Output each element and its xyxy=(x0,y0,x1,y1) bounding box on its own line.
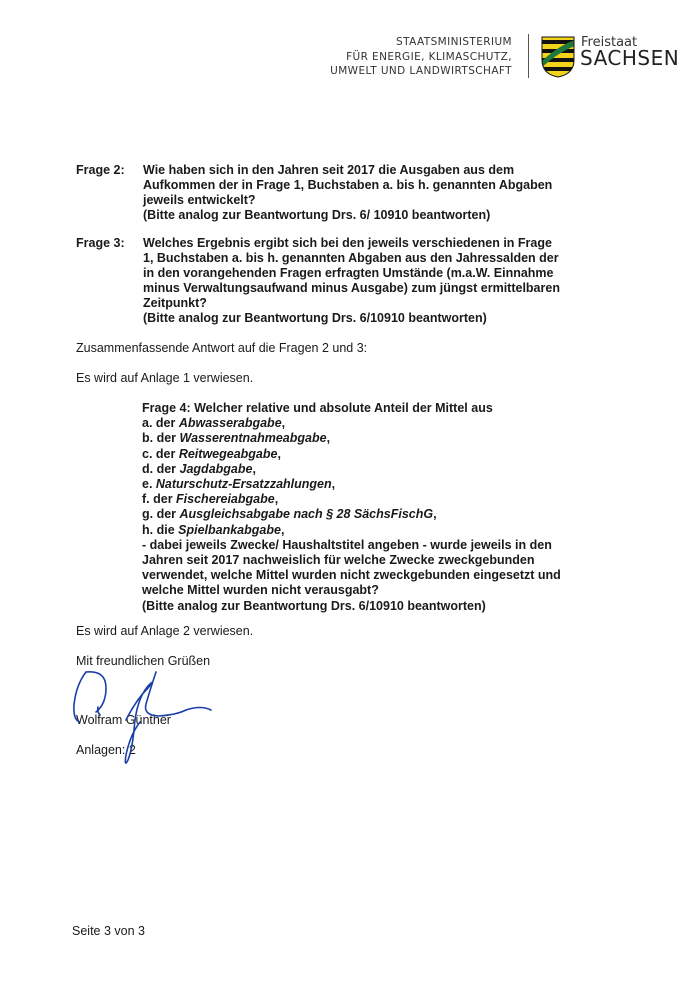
question-line: (Bitte analog zur Beantwortung Drs. 6/ 10910 beantworten) xyxy=(143,208,491,222)
answer-text: Es wird auf Anlage 1 verwiesen. xyxy=(76,371,254,385)
saxony-crest-icon xyxy=(541,36,575,78)
header-divider xyxy=(528,34,529,78)
list-item: e. Naturschutz-Ersatzzahlungen, xyxy=(142,477,336,492)
question-line: welche Mittel wurden nicht verausgabt? xyxy=(142,583,379,598)
closing-greeting: Mit freundlichen Grüßen xyxy=(76,654,211,668)
list-item: h. die Spielbankabgabe, xyxy=(142,522,285,537)
question-line: - dabei jeweils Zwecke/ Haushaltstitel angeben - wurde jeweils in den xyxy=(142,537,552,552)
ministry-line: UMWELT UND LANDWIRTSCHAFT xyxy=(330,65,512,77)
question-heading: Frage 4: Welcher relative und absolute Anteil der Mittel aus xyxy=(142,401,493,415)
ministry-line: FÜR ENERGIE, KLIMASCHUTZ, xyxy=(346,50,512,63)
question-3 xyxy=(76,236,581,326)
sachsen-label: SACHSEN xyxy=(580,46,680,70)
answer-intro: Zusammenfassende Antwort auf die Fragen 2 und 3: xyxy=(76,341,368,355)
question-line: jeweils entwickelt? xyxy=(143,193,256,207)
question-line: verwendet, welche Mittel wurden nicht zweckgebunden eingesetzt und xyxy=(142,568,561,583)
question-4 xyxy=(142,401,579,614)
question-line: 1, Buchstaben a. bis h. genannten Abgaben aus den Jahressalden der xyxy=(143,251,559,265)
ministry-line: STAATSMINISTERIUM xyxy=(396,36,512,48)
question-line: Welches Ergebnis ergibt sich bei den jeweils verschiedenen in Frage xyxy=(143,236,552,250)
question-line: Wie haben sich in den Jahren seit 2017 die Ausgaben aus dem xyxy=(143,163,515,177)
question-label: Frage 2: xyxy=(76,163,125,177)
question-line: Aufkommen der in Frage 1, Buchstaben a. bis h. genannten Abgaben xyxy=(143,178,553,192)
list-item: a. der Abwasserabgabe, xyxy=(142,416,286,431)
question-line: minus Verwaltungsaufwand minus Ausgabe) zum jüngst ermittelbaren xyxy=(143,281,560,295)
list-item: d. der Jagdabgabe, xyxy=(142,461,256,476)
question-text xyxy=(143,163,581,223)
question-text xyxy=(143,236,581,326)
page-number: Seite 3 von 3 xyxy=(72,924,145,938)
question-line: Jahren seit 2017 nachweislich für welche Zwecke zweckgebunden xyxy=(142,553,535,568)
question-line: in den vorangehenden Fragen erfragten Umstände (m.a.W. Einnahme xyxy=(143,266,554,280)
question-line: (Bitte analog zur Beantwortung Drs. 6/10910 beantworten) xyxy=(143,311,487,325)
attachments-count: Anlagen: 2 xyxy=(76,743,136,757)
question-label: Frage 3: xyxy=(76,236,125,250)
question-line: Zeitpunkt? xyxy=(143,296,207,310)
list-item: b. der Wasserentnahmeabgabe, xyxy=(142,431,331,446)
question-2 xyxy=(76,163,581,223)
list-item: f. der Fischereiabgabe, xyxy=(142,492,279,507)
signatory-name: Wolfram Günther xyxy=(76,713,171,727)
list-item: c. der Reitwegeabgabe, xyxy=(142,446,281,461)
signature-icon xyxy=(66,660,216,770)
answer-text: Es wird auf Anlage 2 verwiesen. xyxy=(76,624,254,638)
freistaat-label: Freistaat xyxy=(581,35,638,50)
list-item: g. der Ausgleichsabgabe nach § 28 SächsFischG, xyxy=(142,507,437,522)
ministry-name xyxy=(330,35,512,79)
question-line: (Bitte analog zur Beantwortung Drs. 6/10910 beantworten) xyxy=(142,598,486,613)
